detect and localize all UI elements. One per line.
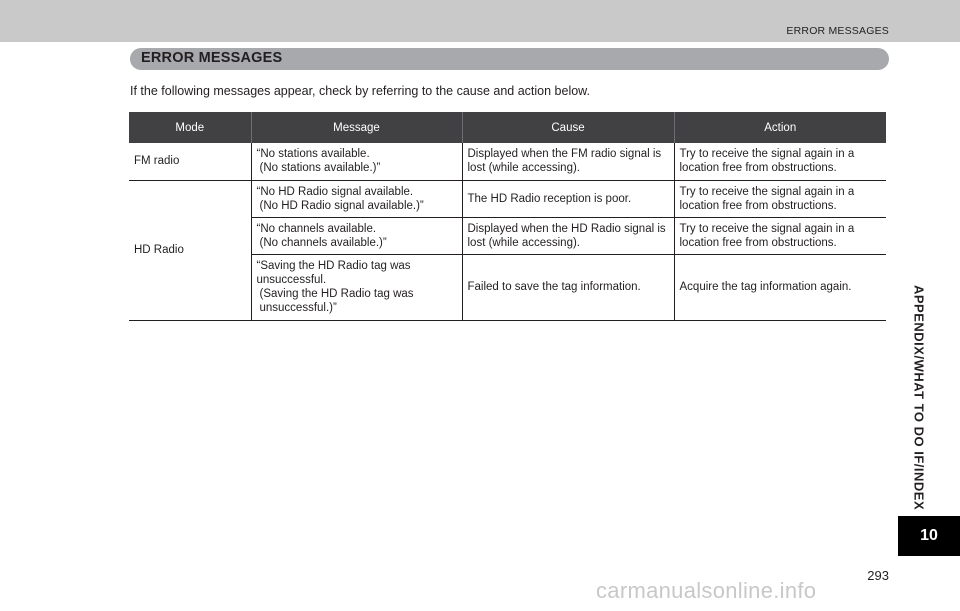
table-header-row xyxy=(129,112,886,143)
action-cell: Try to receive the signal again in a location free from obstructions. xyxy=(674,143,886,180)
running-head: ERROR MESSAGES xyxy=(786,25,889,37)
header-message: Message xyxy=(251,112,462,143)
message-line: (No stations available.)” xyxy=(259,162,381,175)
table-row xyxy=(129,180,886,217)
message-line: (No HD Radio signal available.)” xyxy=(259,199,424,212)
cause-cell: The HD Radio reception is poor. xyxy=(462,180,674,217)
header-action: Action xyxy=(674,112,886,143)
message-cell xyxy=(251,143,462,180)
cause-cell: Failed to save the tag information. xyxy=(462,254,674,320)
message-cell xyxy=(251,180,462,217)
message-line: (Saving the HD Radio tag was unsuccessful.)” xyxy=(259,288,414,314)
error-messages-table xyxy=(129,112,886,321)
section-heading-bar xyxy=(130,48,889,70)
cause-cell: Displayed when the FM radio signal is lost (while accessing). xyxy=(462,143,674,180)
intro-text: If the following messages appear, check by referring to the cause and action below. xyxy=(130,84,590,98)
action-cell: Try to receive the signal again in a location free from obstructions. xyxy=(674,217,886,254)
message-line: “No HD Radio signal available. xyxy=(256,185,414,198)
watermark: carmanualsonline.info xyxy=(596,578,817,603)
section-title: ERROR MESSAGES xyxy=(141,50,283,66)
chapter-side-label: APPENDIX/WHAT TO DO IF/INDEX xyxy=(911,285,927,511)
message-line: “No channels available. xyxy=(256,222,377,235)
cause-cell: Displayed when the HD Radio signal is lost (while accessing). xyxy=(462,217,674,254)
header-cause: Cause xyxy=(462,112,674,143)
chapter-number-tab: 10 xyxy=(898,516,960,556)
message-line: “Saving the HD Radio tag was unsuccessful. xyxy=(256,260,411,286)
message-cell xyxy=(251,217,462,254)
action-cell: Try to receive the signal again in a location free from obstructions. xyxy=(674,180,886,217)
chapter-side-tab xyxy=(899,285,939,515)
header-mode: Mode xyxy=(129,112,251,143)
message-line: “No stations available. xyxy=(256,148,370,161)
message-cell xyxy=(251,254,462,320)
table-row xyxy=(129,143,886,180)
mode-cell: HD Radio xyxy=(129,180,251,320)
page-number: 293 xyxy=(867,568,889,583)
action-cell: Acquire the tag information again. xyxy=(674,254,886,320)
message-line: (No channels available.)” xyxy=(259,236,387,249)
mode-cell: FM radio xyxy=(129,143,251,180)
